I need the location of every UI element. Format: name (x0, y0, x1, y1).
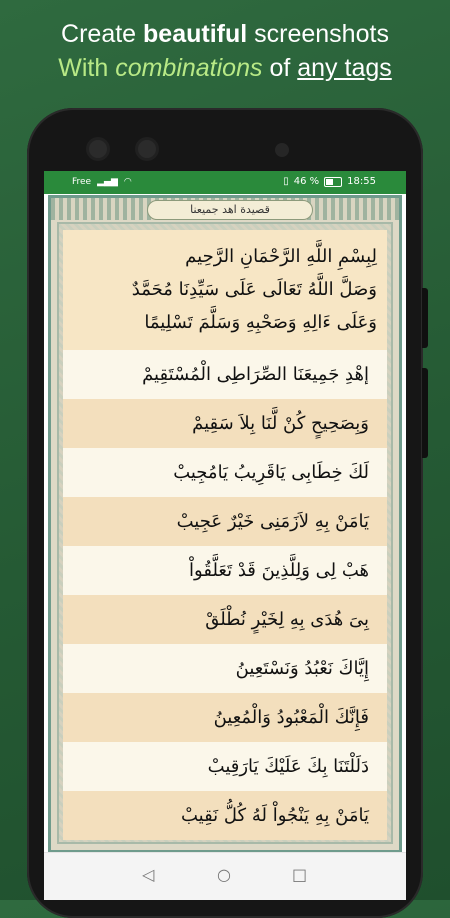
sensor-icon (275, 143, 289, 157)
camera-icon (89, 140, 107, 158)
vibrate-icon: ▯ (283, 176, 289, 187)
verse-row[interactable]: إهْدِ جَمِيعَنَا الصِّرَاطِى الْمُسْتَقِيمْ (63, 350, 387, 399)
promo-bold-text: beautiful (143, 20, 248, 48)
verse-row[interactable]: يَامَنْ بِهِ لاَزَمَنِى خَيْرٌ عَجِيبْ (63, 497, 387, 546)
phone-screen (44, 171, 406, 900)
intro-line: وَصَلَّ اللَّهُ تَعَالَى عَلَى سَيِّدِنَا مُحَمَّدٌ (131, 279, 377, 300)
clock: 18:55 (347, 176, 376, 187)
verse-row[interactable]: بِىَ هُدَى بِهِ لِخَيْرٍ نُطْلَقْ (63, 595, 387, 644)
verse-row[interactable]: هَبْ لِى وَلِلَّذِينَ قَدْ تَعَلَّقُواْ (63, 546, 387, 595)
poem-content[interactable] (63, 230, 387, 842)
intro-line: لِبِسْمِ اللَّهِ الرَّحْمَانِ الرَّحِيم (185, 246, 377, 267)
promo-line-1 (0, 18, 450, 50)
status-bar (44, 171, 406, 194)
camera-icon (138, 140, 156, 158)
power-button (422, 288, 428, 348)
promo-italic-text: combinations (115, 54, 263, 82)
promo-underlined-text: any tags (297, 54, 392, 82)
poem-title: قصيدة اهد جميعنا (147, 200, 313, 220)
promo-text: Create (61, 20, 144, 48)
verse-row[interactable]: إِيَّاكَ نَعْبُدُ وَنَسْتَعِينُ (63, 644, 387, 693)
verse-row[interactable]: يَامَنْ بِهِ يَنْجُواْ لَهُ كُلُّ نَقِيبْ (63, 791, 387, 840)
carrier-label: Free (72, 177, 92, 187)
home-icon[interactable]: ○ (217, 865, 231, 884)
poem-frame (48, 195, 402, 853)
promo-text: of (262, 54, 298, 82)
promo-green-text: With (58, 54, 109, 82)
battery-icon (324, 177, 342, 187)
promo-line-2 (0, 52, 450, 84)
intro-line: وَعَلَى ءَالِهِ وَصَحْبِهِ وَسَلَّمَ تَسْلِيمًا (144, 312, 377, 333)
verse-row[interactable]: فَإِنَّكَ الْمَعْبُودُ وَالْمُعِينُ (63, 693, 387, 742)
signal-icon: ▂▄▆ (97, 177, 118, 187)
navigation-bar (44, 852, 406, 900)
promo-text: screenshots (247, 20, 389, 48)
volume-button (422, 368, 428, 458)
battery-percent: 46 % (293, 176, 320, 187)
recent-apps-icon[interactable]: □ (292, 865, 308, 884)
wifi-icon: ◠ (123, 177, 132, 187)
verse-row[interactable]: دَلَلْتَنَا بِكَ عَلَيْكَ يَارَقِيبْ (63, 742, 387, 791)
back-icon[interactable]: ◁ (142, 865, 155, 884)
poem-intro (63, 230, 387, 350)
verse-row[interactable]: وَبِصَحِيحٍ كُنْ لَّنَا بِلاَ سَقِيمْ (63, 399, 387, 448)
verse-row[interactable]: لَكَ خِطَابِى يَاقَرِيبُ يَامُجِيبْ (63, 448, 387, 497)
